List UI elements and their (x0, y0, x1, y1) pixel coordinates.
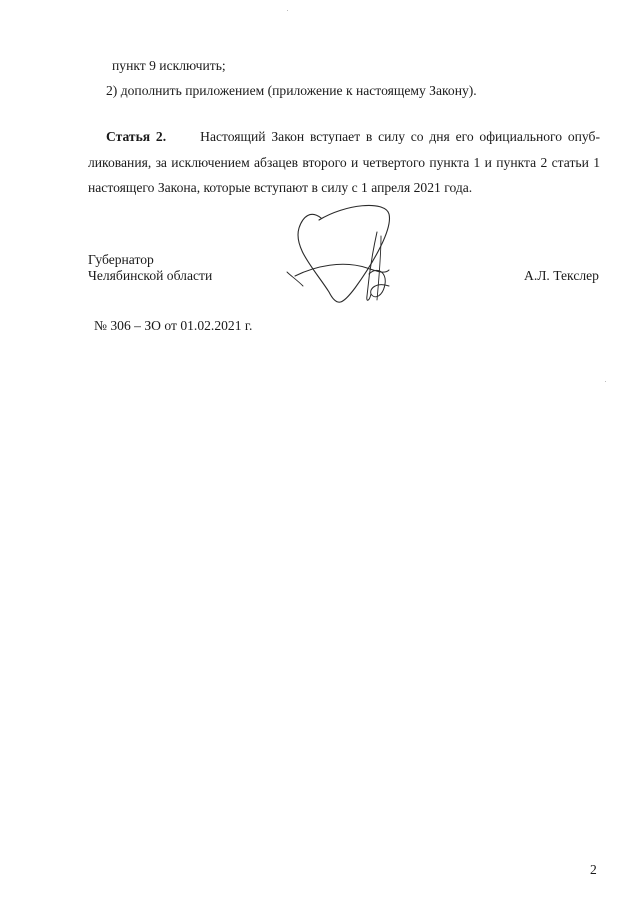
signature-image (285, 196, 405, 314)
signatory-name: А.Л. Текслер (524, 268, 599, 283)
article-2-line-1 (106, 129, 600, 145)
article-2-text-1: Настоящий Закон вступает в силу со дня его официального опуб- (200, 129, 600, 144)
law-number: № 306 – ЗО от 01.02.2021 г. (94, 318, 253, 333)
signatory-title-line-1: Губернатор (88, 252, 154, 267)
article-2-label: Статья 2. (106, 129, 167, 144)
article-2-line-3: настоящего Закона, которые вступают в силу с 1 апреля 2021 года. (88, 180, 473, 195)
page-number: 2 (590, 862, 597, 877)
scan-speck (287, 10, 288, 11)
paragraph-item-9: пункт 9 исключить; (112, 58, 226, 73)
scan-speck (605, 381, 606, 382)
article-2-line-2: ликования, за исключением абзацев второго и четвертого пункта 1 и пункта 2 статьи 1 (88, 155, 600, 170)
signatory-title-line-2: Челябинской области (88, 268, 213, 283)
paragraph-item-2: 2) дополнить приложением (приложение к настоящему Закону). (106, 83, 477, 98)
